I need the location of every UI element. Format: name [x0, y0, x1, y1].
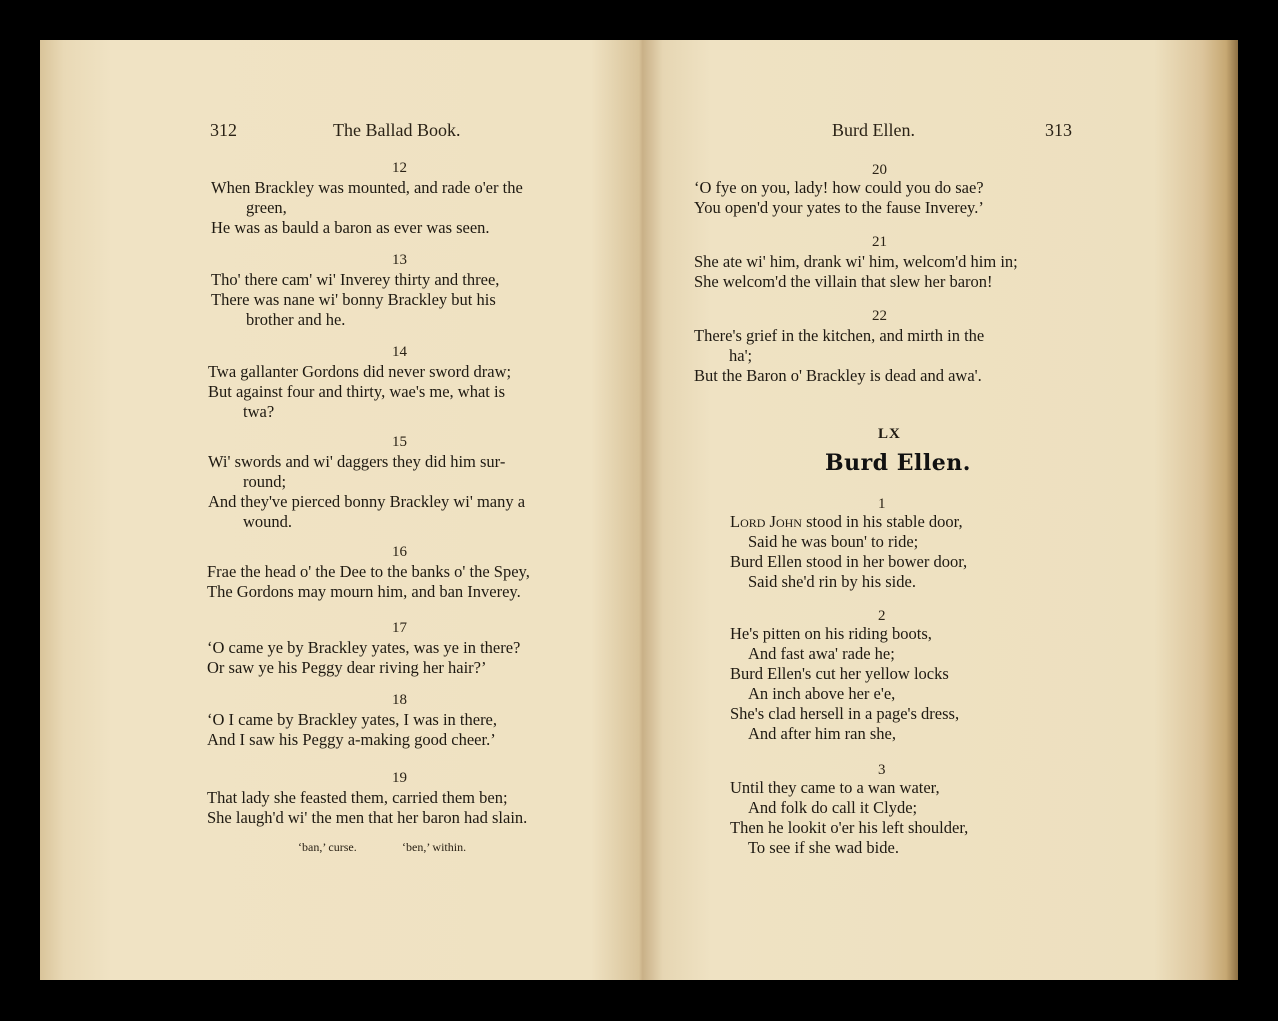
verse-line-rest: stood in his stable door,	[806, 512, 963, 531]
verse-line: Said she'd rin by his side.	[748, 572, 916, 591]
ballad-number: LX	[878, 426, 901, 442]
right-page-number: 313	[1045, 120, 1072, 140]
verse-line: Burd Ellen stood in her bower door,	[730, 552, 968, 571]
verse-line: ‘O fye on you, lady! how could you do sae?	[694, 178, 984, 197]
verse-line: round;	[243, 472, 287, 491]
stanza-number: 2	[878, 608, 886, 624]
first-words: Lord John	[730, 512, 802, 531]
verse-line: And fast awa' rade he;	[748, 644, 895, 663]
verse-line: But the Baron o' Brackley is dead and awa'.	[694, 366, 982, 385]
stanza-number: 20	[872, 162, 887, 178]
verse-line: When Brackley was mounted, and rade o'er the	[211, 178, 523, 197]
verse-line: To see if she wad bide.	[748, 838, 899, 857]
verse-line: And after him ran she,	[748, 724, 896, 743]
verse-line: An inch above her e'e,	[748, 684, 896, 703]
stanza-number: 21	[872, 234, 887, 250]
left-running-title: The Ballad Book.	[333, 120, 461, 140]
left-page	[40, 40, 640, 980]
verse-line: But against four and thirty, wae's me, what is	[208, 382, 506, 401]
verse-line: brother and he.	[246, 310, 346, 329]
verse-line: Or saw ye his Peggy dear riving her hair?’	[207, 658, 487, 677]
stanza-number: 18	[392, 692, 407, 708]
stanza-number: 16	[392, 544, 407, 560]
verse-line: You open'd your yates to the fause Inverey.’	[694, 198, 984, 217]
verse-line: Until they came to a wan water,	[730, 778, 940, 797]
stanza-number: 17	[392, 620, 407, 636]
verse-line: Frae the head o' the Dee to the banks o' the Spey,	[207, 562, 530, 581]
open-book	[40, 40, 1238, 980]
stanza-number: 3	[878, 762, 886, 778]
verse-line: She welcom'd the villain that slew her baron!	[694, 272, 993, 291]
footnote: ‘ban,’ curse.	[298, 840, 357, 854]
left-page-number: 312	[210, 120, 237, 140]
verse-line: wound.	[243, 512, 293, 531]
stanza-number: 19	[392, 770, 407, 786]
verse-line: Twa gallanter Gordons did never sword draw;	[208, 362, 512, 381]
verse-line: And they've pierced bonny Brackley wi' many a	[208, 492, 526, 511]
verse-line: Tho' there cam' wi' Inverey thirty and three,	[211, 270, 500, 289]
verse-line: That lady she feasted them, carried them ben;	[207, 788, 508, 807]
verse-line: green,	[246, 198, 287, 217]
stanza-number: 12	[392, 160, 407, 176]
verse-line: There's grief in the kitchen, and mirth in the	[694, 326, 985, 345]
verse-line: Then he lookit o'er his left shoulder,	[730, 818, 969, 837]
verse-line: The Gordons may mourn him, and ban Inverey.	[207, 582, 521, 601]
right-page	[650, 40, 1238, 980]
verse-line: She ate wi' him, drank wi' him, welcom'd him in;	[694, 252, 1018, 271]
stanza-number: 22	[872, 308, 887, 324]
ballad-title: Burd Ellen.	[825, 450, 971, 476]
stanza-number: 14	[392, 344, 407, 360]
verse-line: Burd Ellen's cut her yellow locks	[730, 664, 949, 683]
verse-line: There was nane wi' bonny Brackley but his	[211, 290, 496, 309]
verse-line: twa?	[243, 402, 275, 421]
right-running-title: Burd Ellen.	[832, 120, 915, 140]
verse-line	[730, 512, 963, 532]
verse-line: He was as bauld a baron as ever was seen.	[211, 218, 490, 237]
verse-line: And folk do call it Clyde;	[748, 798, 918, 817]
stanza-number: 13	[392, 252, 407, 268]
verse-line: Said he was boun' to ride;	[748, 532, 919, 551]
verse-line: ha';	[729, 346, 753, 365]
stanza-number: 15	[392, 434, 407, 450]
footnote: ‘ben,’ within.	[402, 840, 467, 854]
verse-line: She's clad hersell in a page's dress,	[730, 704, 960, 723]
verse-line: ‘O I came by Brackley yates, I was in there,	[207, 710, 498, 729]
verse-line: She laugh'd wi' the men that her baron had slain.	[207, 808, 528, 827]
verse-line: ‘O came ye by Brackley yates, was ye in there?	[207, 638, 521, 657]
verse-line: Wi' swords and wi' daggers they did him sur-	[208, 452, 506, 471]
verse-line: And I saw his Peggy a-making good cheer.’	[207, 730, 496, 749]
verse-line: He's pitten on his riding boots,	[730, 624, 932, 643]
stanza-number: 1	[878, 496, 886, 512]
